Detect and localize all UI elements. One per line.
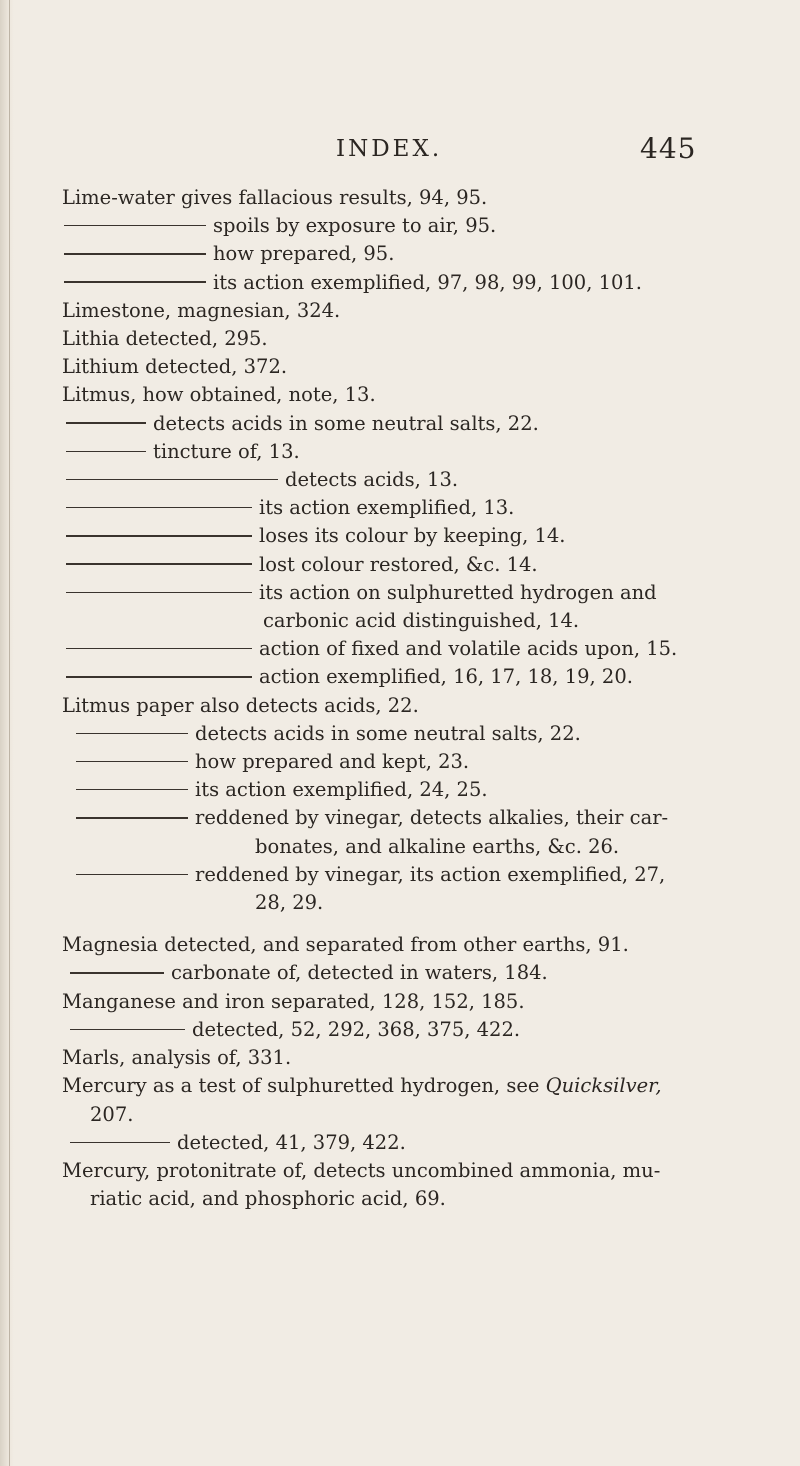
entry-text: Mercury, protonitrate of, detects uncombined ammonia, mu- [62,1158,661,1182]
entry-text: tincture of, 13. [153,439,300,463]
entry-continuation-text: 28, 29. [255,891,324,915]
index-entry [62,988,762,1016]
ditto-dash [66,676,252,677]
entry-text: how prepared, 95. [213,242,395,266]
ditto-dash [66,563,252,564]
entry-text: Marls, analysis of, 331. [62,1046,292,1070]
entry-text: action of fixed and volatile acids upon, 15. [259,637,678,661]
entry-text: action exemplified, 16, 17, 18, 19, 20. [259,665,633,689]
index-entry [62,240,762,268]
index-entry [62,1129,762,1157]
ditto-dash [64,225,206,226]
index-entry [62,861,762,889]
index-entry [62,692,762,720]
index-entry [62,1016,762,1044]
index-entry [62,438,762,466]
ditto-dash [64,281,206,282]
ditto-dash [66,648,252,649]
ditto-dash [70,1142,170,1143]
index-entry [62,184,762,212]
index-entry [62,466,762,494]
entry-text: detects acids in some neutral salts, 22. [153,411,539,435]
index-entries [62,184,762,1213]
index-entry [62,269,762,297]
entry-text: its action exemplified, 97, 98, 99, 100, 101. [213,270,643,294]
ditto-dash [70,972,164,973]
ditto-dash [66,592,252,593]
entry-continuation-text: bonates, and alkaline earths, &c. 26. [255,834,620,858]
entry-continuation-text: 207. [90,1102,134,1126]
entry-text: reddened by vinegar, its action exemplified, 27, [195,862,666,886]
page-edge-line [9,0,10,1466]
cross-reference: Quicksilver, [545,1074,662,1098]
index-entry [62,353,762,381]
entry-text: Litmus paper also detects acids, 22. [62,693,419,717]
ditto-dash [76,761,188,762]
entry-text: detected, 52, 292, 368, 375, 422. [192,1017,521,1041]
index-entry [62,297,762,325]
entry-text: its action exemplified, 13. [259,496,515,520]
ditto-dash [66,479,278,480]
ditto-dash [70,1029,185,1030]
index-entry [62,663,762,691]
index-entry [62,325,762,353]
entry-continuation [62,1185,762,1213]
index-entry [62,959,762,987]
entry-text: detects acids in some neutral salts, 22. [195,721,581,745]
entry-text: Limestone, magnesian, 324. [62,298,341,322]
index-entry [62,410,762,438]
entry-continuation [62,1101,762,1129]
index-entry [62,579,762,607]
entry-text: Lime-water gives fallacious results, 94, 95. [62,186,488,209]
entry-continuation [62,833,762,861]
ditto-dash [76,817,188,818]
ditto-dash [76,874,188,875]
ditto-dash [66,507,252,508]
entry-continuation [62,889,762,917]
entry-text: detects acids, 13. [285,468,459,492]
ditto-dash [76,733,188,734]
index-entry [62,1157,762,1185]
entry-text: loses its colour by keeping, 14. [259,524,566,548]
index-entry [62,748,762,776]
index-entry [62,804,762,832]
index-entry [62,931,762,959]
entry-continuation [62,607,762,635]
entry-text: reddened by vinegar, detects alkalies, their car- [195,806,669,830]
entry-text: how prepared and kept, 23. [195,750,470,774]
entry-text: its action on sulphuretted hydrogen and [259,580,657,604]
entry-text: Litmus, how obtained, note, 13. [62,383,376,407]
entry-text: Manganese and iron separated, 128, 152, 185. [62,989,525,1013]
header-title: INDEX. [336,136,443,162]
index-entry [62,522,762,550]
page-number: 445 [640,132,697,165]
entry-text: Mercury as a test of sulphuretted hydrogen, see [62,1074,540,1098]
entry-text: its action exemplified, 24, 25. [195,778,488,802]
ditto-dash [76,789,188,790]
ditto-dash [64,253,206,254]
ditto-dash [66,422,146,423]
entry-continuation-text: riatic acid, and phosphoric acid, 69. [90,1187,446,1211]
entry-text: Lithium detected, 372. [62,355,288,379]
entry-text: lost colour restored, &c. 14. [259,552,538,576]
entry-text: carbonate of, detected in waters, 184. [171,961,548,985]
entry-text: Lithia detected, 295. [62,327,268,351]
index-entry [62,551,762,579]
page-header [0,132,800,172]
index-entry [62,720,762,748]
ditto-dash [66,535,252,536]
index-entry [62,494,762,522]
index-entry [62,776,762,804]
entry-text: detected, 41, 379, 422. [177,1130,406,1154]
entry-text: Magnesia detected, and separated from other earths, 91. [62,933,629,957]
index-entry [62,1044,762,1072]
page-edge [0,0,14,1466]
entry-continuation-text: carbonic acid distinguished, 14. [263,609,580,633]
index-entry [62,381,762,409]
index-entry [62,635,762,663]
index-entry [62,212,762,240]
index-entry [62,1072,762,1100]
ditto-dash [66,451,146,452]
entry-text: spoils by exposure to air, 95. [213,214,497,238]
